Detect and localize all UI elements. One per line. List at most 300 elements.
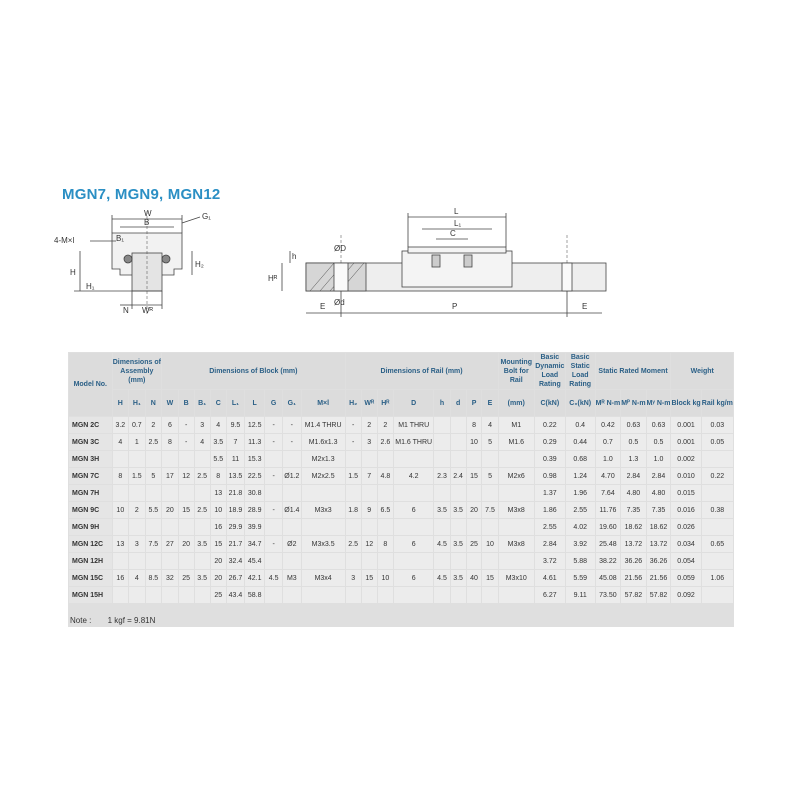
table-cell (265, 587, 282, 603)
table-cell: 45.08 (596, 570, 621, 586)
table-cell: - (265, 468, 282, 484)
page-title: MGN7, MGN9, MGN12 (62, 186, 221, 203)
table-cell: 0.059 (671, 570, 700, 586)
table-cell (146, 553, 162, 569)
table-cell: 2 (129, 502, 145, 518)
sub-header: C (211, 390, 226, 416)
label-wr: Wᴿ (142, 306, 154, 315)
table-cell: 11.76 (596, 502, 621, 518)
sub-header: Mᴾ N-m (621, 390, 645, 416)
sub-header: Mʸ N-m (647, 390, 671, 416)
table-cell: 15 (211, 536, 226, 552)
table-cell: 0.002 (671, 451, 700, 467)
table-cell: 5 (146, 468, 162, 484)
table-cell (451, 485, 466, 501)
model-cell: MGN 7H (69, 485, 112, 501)
table-cell: 3.5 (195, 536, 210, 552)
header-model: Model No. (69, 353, 112, 416)
header-dynamic: Basic Dynamic Load Rating (535, 354, 565, 388)
table-cell (146, 451, 162, 467)
table-cell (482, 519, 497, 535)
table-cell: 15 (362, 570, 377, 586)
table-cell: 4 (211, 417, 226, 433)
table-cell: 15 (467, 468, 482, 484)
model-cell: MGN 12C (69, 536, 112, 552)
table-cell: 21.8 (227, 485, 244, 501)
table-cell: 10 (467, 434, 482, 450)
table-cell (434, 434, 449, 450)
table-row (69, 536, 733, 552)
table-cell: 0.001 (671, 434, 700, 450)
table-cell (113, 451, 129, 467)
table-cell: 2.5 (146, 434, 162, 450)
table-cell: 5 (482, 468, 497, 484)
table-cell: 4.70 (596, 468, 621, 484)
table-cell (451, 451, 466, 467)
table-cell: 0.5 (647, 434, 671, 450)
table-cell: 0.092 (671, 587, 700, 603)
table-cell: 0.001 (671, 417, 700, 433)
label-h-small: h (292, 252, 297, 261)
sub-header: B (179, 390, 194, 416)
table-cell: 0.63 (647, 417, 671, 433)
note-text: 1 kgf = 9.81N (107, 616, 156, 625)
table-cell: M2x1.3 (302, 451, 345, 467)
table-cell (113, 519, 129, 535)
table-cell: M1 (499, 417, 534, 433)
table-cell: 6.27 (535, 587, 565, 603)
table-cell (162, 485, 178, 501)
table-cell: 13.5 (227, 468, 244, 484)
table-cell: 0.010 (671, 468, 700, 484)
table-cell: 1.5 (346, 468, 361, 484)
model-cell: MGN 9C (69, 502, 112, 518)
model-cell: MGN 15C (69, 570, 112, 586)
table-cell: 0.63 (621, 417, 645, 433)
table-cell: Ø2 (283, 536, 301, 552)
table-cell: 13.72 (647, 536, 671, 552)
table-cell: 8 (467, 417, 482, 433)
label-h2: H₂ (195, 260, 204, 269)
label-n: N (123, 306, 129, 315)
table-cell: 2.84 (535, 536, 565, 552)
table-cell (499, 553, 534, 569)
table-cell: 18.9 (227, 502, 244, 518)
table-cell (394, 587, 434, 603)
table-cell: 5.88 (566, 553, 595, 569)
table-cell: 25 (467, 536, 482, 552)
sub-header: L (245, 390, 264, 416)
table-cell: 4.2 (394, 468, 434, 484)
table-cell: 0.98 (535, 468, 565, 484)
table-cell: M3x8 (499, 536, 534, 552)
table-cell: 6 (162, 417, 178, 433)
table-cell: 27 (162, 536, 178, 552)
table-cell: 1.8 (346, 502, 361, 518)
table-cell (283, 587, 301, 603)
label-g1: G₁ (202, 212, 211, 221)
sub-header: H₁ (129, 390, 145, 416)
table-cell: 1.3 (621, 451, 645, 467)
table-cell: 39.9 (245, 519, 264, 535)
table-cell (346, 451, 361, 467)
model-cell: MGN 9H (69, 519, 112, 535)
table-cell (394, 519, 434, 535)
table-cell (162, 553, 178, 569)
table-cell (467, 519, 482, 535)
table-cell: 15.3 (245, 451, 264, 467)
table-cell (451, 434, 466, 450)
model-cell: MGN 3C (69, 434, 112, 450)
table-cell (362, 451, 377, 467)
table-cell (179, 553, 194, 569)
table-cell (346, 519, 361, 535)
header-moment: Static Rated Moment (596, 353, 671, 389)
table-cell (179, 587, 194, 603)
table-cell: 6.5 (378, 502, 393, 518)
table-cell: 4.02 (566, 519, 595, 535)
table-cell (482, 587, 497, 603)
table-cell (451, 553, 466, 569)
table-cell: 16 (113, 570, 129, 586)
table-cell: 6 (394, 502, 434, 518)
table-cell: 28.9 (245, 502, 264, 518)
table-cell: 10 (482, 536, 497, 552)
table-cell: 1.24 (566, 468, 595, 484)
table-cell: 13 (113, 536, 129, 552)
table-cell: Ø1.4 (283, 502, 301, 518)
table-cell: M1.6 (499, 434, 534, 450)
table-cell (434, 587, 449, 603)
table-cell (378, 485, 393, 501)
table-cell: 25 (179, 570, 194, 586)
table-cell (195, 485, 210, 501)
table-cell: 15 (482, 570, 497, 586)
table-cell: 0.4 (566, 417, 595, 433)
table-cell (394, 451, 434, 467)
table-cell: 4.80 (647, 485, 671, 501)
table-cell: 30.8 (245, 485, 264, 501)
table-cell (283, 451, 301, 467)
table-row (69, 502, 733, 518)
sub-header: G₁ (283, 390, 301, 416)
table-cell: - (179, 434, 194, 450)
table-cell: 0.016 (671, 502, 700, 518)
table-cell: 9 (362, 502, 377, 518)
table-cell (434, 485, 449, 501)
table-cell: 4.5 (434, 536, 449, 552)
sub-header-row (69, 390, 733, 416)
table-cell (499, 587, 534, 603)
table-cell (451, 417, 466, 433)
table-cell (283, 485, 301, 501)
table-cell: 0.22 (702, 468, 733, 484)
table-cell: 0.5 (621, 434, 645, 450)
label-d-small: Ød (334, 298, 345, 307)
table-cell (179, 519, 194, 535)
table-cell (302, 485, 345, 501)
table-cell (179, 451, 194, 467)
table-cell: 6 (394, 570, 434, 586)
table-cell (482, 485, 497, 501)
table-cell: 1.0 (596, 451, 621, 467)
table-cell: M1.4 THRU (302, 417, 345, 433)
table-cell: - (179, 417, 194, 433)
table-cell (129, 485, 145, 501)
table-cell: 3.5 (451, 502, 466, 518)
table-cell: 40 (467, 570, 482, 586)
table-cell: 26.7 (227, 570, 244, 586)
table-cell (702, 519, 733, 535)
table-row (69, 570, 733, 586)
table-cell (302, 553, 345, 569)
table-cell: 36.26 (647, 553, 671, 569)
table-cell: 0.42 (596, 417, 621, 433)
table-cell (265, 519, 282, 535)
table-row (69, 468, 733, 484)
table-cell (362, 587, 377, 603)
table-cell: 21.7 (227, 536, 244, 552)
header-bolt: Mounting Bolt for Rail (499, 353, 534, 389)
table-cell: 17 (162, 468, 178, 484)
spec-table (68, 352, 734, 604)
table-cell (302, 519, 345, 535)
table-cell: 22.5 (245, 468, 264, 484)
table-cell (146, 485, 162, 501)
table-cell: 2.5 (346, 536, 361, 552)
table-cell: 20 (467, 502, 482, 518)
sub-header: Wᴿ (362, 390, 377, 416)
table-cell: 0.05 (702, 434, 733, 450)
sub-header: Hᴿ (378, 390, 393, 416)
table-cell: 2.3 (434, 468, 449, 484)
table-cell: 1.0 (647, 451, 671, 467)
table-cell: 3.92 (566, 536, 595, 552)
table-cell: 11.3 (245, 434, 264, 450)
label-m: 4-M×l (54, 236, 75, 245)
table-cell: 3.5 (195, 570, 210, 586)
table-cell: 2.84 (621, 468, 645, 484)
table-cell (702, 451, 733, 467)
table-cell (195, 587, 210, 603)
table-cell: M1.6x1.3 (302, 434, 345, 450)
table-cell (129, 587, 145, 603)
table-cell: 7.64 (596, 485, 621, 501)
table-cell: 4 (129, 570, 145, 586)
table-cell: 13.72 (621, 536, 645, 552)
table-cell: 9.11 (566, 587, 595, 603)
table-cell: 21.56 (621, 570, 645, 586)
header-rail: Dimensions of Rail (mm) (346, 353, 498, 389)
table-cell: 3.5 (434, 502, 449, 518)
label-d: ØD (334, 244, 346, 253)
table-cell: 1.96 (566, 485, 595, 501)
table-cell: 12.5 (245, 417, 264, 433)
table-cell: 8 (378, 536, 393, 552)
table-cell: - (283, 434, 301, 450)
table-cell (362, 519, 377, 535)
sub-header: G (265, 390, 282, 416)
table-cell: 0.054 (671, 553, 700, 569)
table-cell: M2x6 (499, 468, 534, 484)
table-cell: 10 (113, 502, 129, 518)
table-cell: 1.5 (129, 468, 145, 484)
sub-header: M×l (302, 390, 345, 416)
table-cell (467, 553, 482, 569)
table-cell (346, 485, 361, 501)
table-cell: 0.65 (702, 536, 733, 552)
table-cell (113, 553, 129, 569)
table-cell: 3.5 (451, 536, 466, 552)
table-cell (378, 519, 393, 535)
table-cell: 3.5 (211, 434, 226, 450)
table-cell (362, 485, 377, 501)
table-cell: 57.82 (621, 587, 645, 603)
table-cell: 21.56 (647, 570, 671, 586)
table-cell: 0.39 (535, 451, 565, 467)
table-cell: M3x10 (499, 570, 534, 586)
header-weight: Weight (671, 353, 733, 389)
table-cell (162, 451, 178, 467)
header-block: Dimensions of Block (mm) (162, 353, 345, 389)
model-cell: MGN 15H (69, 587, 112, 603)
table-cell (467, 485, 482, 501)
header-assembly: Dimensions of Assembly (mm) (113, 353, 162, 389)
table-cell: 2.6 (378, 434, 393, 450)
table-cell: 25 (211, 587, 226, 603)
table-cell (162, 519, 178, 535)
table-cell: 19.60 (596, 519, 621, 535)
sub-header: L₁ (227, 390, 244, 416)
table-cell: 0.44 (566, 434, 595, 450)
label-hr: Hᴿ (268, 274, 278, 283)
table-cell (434, 519, 449, 535)
table-cell: 20 (211, 570, 226, 586)
table-cell: M3x8 (499, 502, 534, 518)
label-e-right: E (582, 302, 588, 311)
header-static: Basic Static Load Rating (566, 353, 595, 389)
table-cell: 2 (362, 417, 377, 433)
table-cell (451, 519, 466, 535)
table-cell: M1 THRU (394, 417, 434, 433)
sub-header: N (146, 390, 162, 416)
table-cell (434, 451, 449, 467)
table-cell: 0.68 (566, 451, 595, 467)
table-cell: - (283, 417, 301, 433)
table-cell: 1.37 (535, 485, 565, 501)
table-cell (146, 519, 162, 535)
table-cell: - (346, 417, 361, 433)
table-cell (265, 451, 282, 467)
sub-header: H (113, 390, 129, 416)
table-row (69, 553, 733, 569)
table-row (69, 485, 733, 501)
table-cell: 2 (146, 417, 162, 433)
table-cell: - (265, 502, 282, 518)
table-cell: 0.22 (535, 417, 565, 433)
table-cell (265, 553, 282, 569)
label-b1: B₁ (116, 234, 125, 243)
table-cell (378, 553, 393, 569)
table-cell: 2.55 (535, 519, 565, 535)
table-cell (146, 587, 162, 603)
table-cell: 2.4 (451, 468, 466, 484)
sub-header: B₁ (195, 390, 210, 416)
table-cell: 5.59 (566, 570, 595, 586)
table-cell (302, 587, 345, 603)
table-cell (129, 553, 145, 569)
table-cell: 8 (113, 468, 129, 484)
sub-header: D (394, 390, 434, 416)
sub-header: P (467, 390, 482, 416)
table-row (69, 417, 733, 433)
table-cell: 0.015 (671, 485, 700, 501)
label-w: W (144, 209, 152, 218)
label-e-left: E (320, 302, 326, 311)
table-cell (499, 519, 534, 535)
table-cell: 3 (195, 417, 210, 433)
table-cell: 4 (113, 434, 129, 450)
table-cell: 12 (179, 468, 194, 484)
table-cell: 4.61 (535, 570, 565, 586)
sub-header: Mᴿ N-m (596, 390, 621, 416)
table-cell: 34.7 (245, 536, 264, 552)
sub-header: (mm) (499, 390, 534, 416)
table-cell (283, 519, 301, 535)
table-cell: 18.62 (647, 519, 671, 535)
table-cell: 57.82 (647, 587, 671, 603)
table-row (69, 434, 733, 450)
table-cell: 0.38 (702, 502, 733, 518)
table-cell: 4 (195, 434, 210, 450)
table-cell (702, 553, 733, 569)
label-p: P (452, 302, 458, 311)
table-cell: 20 (162, 502, 178, 518)
table-cell (434, 417, 449, 433)
table-cell: 2.5 (195, 468, 210, 484)
sub-header: E (482, 390, 497, 416)
table-cell (499, 485, 534, 501)
cross-section-drawing (50, 205, 220, 320)
table-cell: M2x2.5 (302, 468, 345, 484)
table-cell: 42.1 (245, 570, 264, 586)
label-b: B (144, 218, 150, 227)
table-cell: 8 (162, 434, 178, 450)
table-cell: 38.22 (596, 553, 621, 569)
table-cell: 4.5 (265, 570, 282, 586)
table-cell: 45.4 (245, 553, 264, 569)
table-cell: 3.72 (535, 553, 565, 569)
table-cell: 4.80 (621, 485, 645, 501)
table-cell (362, 553, 377, 569)
table-cell: 0.034 (671, 536, 700, 552)
table-cell (467, 587, 482, 603)
table-cell: 8.5 (146, 570, 162, 586)
table-cell (482, 553, 497, 569)
table-cell: 0.7 (596, 434, 621, 450)
table-cell: 9.5 (227, 417, 244, 433)
table-cell (113, 485, 129, 501)
table-cell: 73.50 (596, 587, 621, 603)
model-cell: MGN 3H (69, 451, 112, 467)
table-cell: 1.86 (535, 502, 565, 518)
sub-header: d (451, 390, 466, 416)
table-cell: 1.06 (702, 570, 733, 586)
table-cell (195, 519, 210, 535)
table-cell (162, 587, 178, 603)
table-cell (394, 553, 434, 569)
sub-header: Rail kg/m (702, 390, 733, 416)
